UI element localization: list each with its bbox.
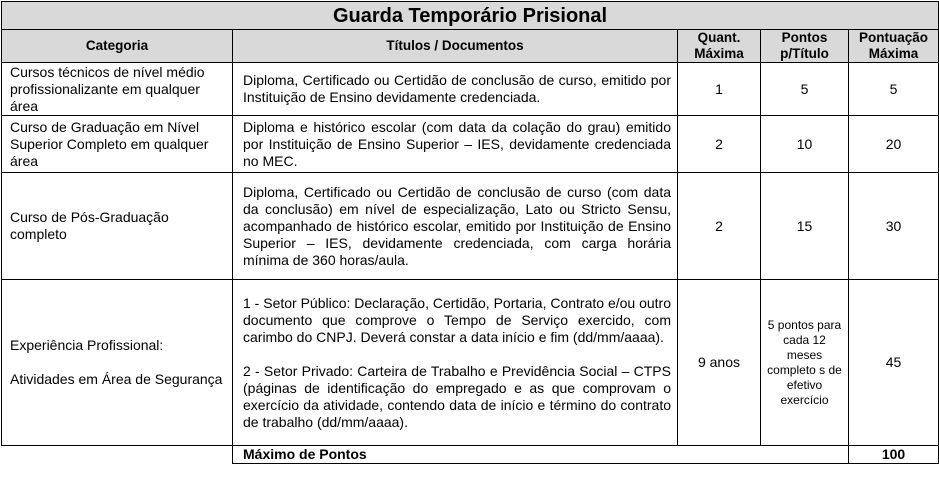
row-documents-public: 1 - Setor Público: Declaração, Certidão, Portaria, Contrato e/ou outro documento que comprove o Tempo de Serviço exercido, com carimbo do CNPJ. Deverá constar a data início e fim (dd/mm/aaaa).: [243, 294, 671, 345]
table-row: [2, 116, 939, 173]
table-title: Guarda Temporário Prisional: [2, 2, 939, 30]
header-max-qty: Quant. Máxima: [678, 30, 761, 63]
row-category-line1: Experiência Profissional:: [10, 337, 164, 353]
row-points: 15: [761, 173, 849, 280]
header-row: [2, 30, 939, 63]
row-category-line2: Atividades em Área de Segurança: [10, 371, 223, 387]
row-points: 10: [761, 116, 849, 173]
row-max-qty: 9 anos: [678, 280, 761, 446]
row-max-score: 20: [849, 116, 939, 173]
row-max-score: 30: [849, 173, 939, 280]
row-category: Curso de Graduação em Nível Superior Completo em qualquer área: [2, 116, 233, 173]
header-max-score: Pontuação Máxima: [849, 30, 939, 63]
row-max-score: 45: [849, 280, 939, 446]
header-points-per-title: Pontos p/Título: [761, 30, 849, 63]
row-category: [2, 280, 233, 446]
table-row: [2, 173, 939, 280]
row-category: Curso de Pós-Graduação completo: [2, 173, 233, 280]
row-points: 5: [761, 63, 849, 116]
row-documents: Diploma, Certificado ou Certidão de conclusão de curso, emitido por Instituição de Ensino devidamente credenciada.: [233, 63, 678, 116]
row-max-qty: 2: [678, 116, 761, 173]
row-max-score: 5: [849, 63, 939, 116]
total-row: [2, 446, 939, 464]
header-documents: Títulos / Documentos: [233, 30, 678, 63]
title-row: [2, 2, 939, 30]
row-points: 5 pontos para cada 12 meses completo s de efetivo exercício: [761, 280, 849, 446]
row-max-qty: 1: [678, 63, 761, 116]
total-label: Máximo de Pontos: [233, 446, 849, 464]
table-row: [2, 280, 939, 446]
score-table: [1, 1, 939, 464]
row-documents: Diploma e histórico escolar (com data da colação do grau) emitido por Instituição de Ensino Superior – IES, devidamente credenciada no MEC.: [233, 116, 678, 173]
total-empty-cell: [2, 446, 233, 464]
row-documents-private: 2 - Setor Privado: Carteira de Trabalho e Previdência Social – CTPS (páginas de identificação do empregado e as que comprovam o exercício da atividade, contendo data de início e término do contrato de trabalho (dd/mm/aaaa).: [243, 362, 671, 430]
row-max-qty: 2: [678, 173, 761, 280]
table-row: [2, 63, 939, 116]
header-category: Categoria: [2, 30, 233, 63]
row-category: Cursos técnicos de nível médio profissionalizante em qualquer área: [2, 63, 233, 116]
row-documents: [233, 280, 678, 446]
total-value: 100: [849, 446, 939, 464]
row-documents: Diploma, Certificado ou Certidão de conclusão de curso (com data da conclusão) em nível de especialização, Lato ou Stricto Sensu, acompanhado de histórico escolar, emitido por Instituição de Ensino Superior – IES, devidamente credenciada, com carga horária mínima de 360 horas/aula.: [233, 173, 678, 280]
